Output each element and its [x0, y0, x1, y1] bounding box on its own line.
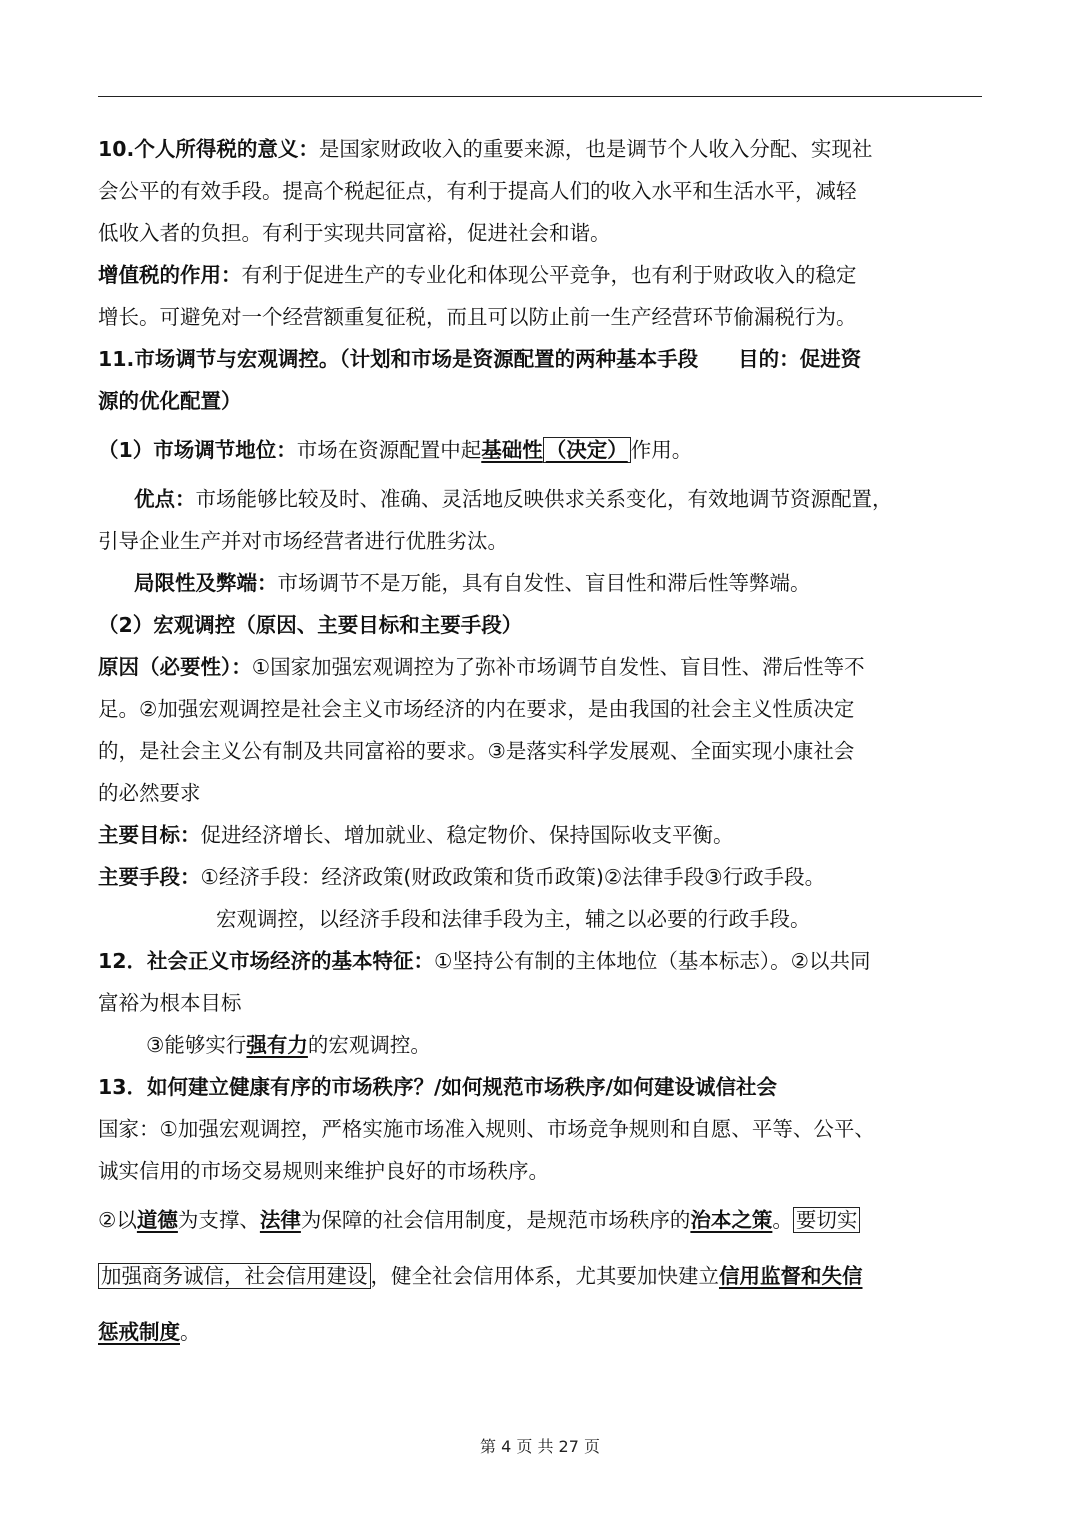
- boxed-text-1: 要切实: [793, 1207, 861, 1233]
- credit-a: ②以: [98, 1208, 137, 1232]
- s12-line-3: [98, 1024, 982, 1066]
- s11-heading-a: 11.市场调节与宏观调控。（计划和市场是资源配置的两种基本手段: [98, 347, 699, 371]
- means-text: ①经济手段：经济政策(财政政策和货币政策)②法律手段③行政手段。: [200, 865, 826, 889]
- document-body: [98, 128, 982, 1360]
- s11-heading-b: 目的：促进资: [738, 347, 862, 371]
- s11-heading-line-2: 源的优化配置）: [98, 389, 242, 413]
- credit-e: ，健全社会信用体系，尤其要加快建立: [370, 1264, 719, 1288]
- macro-control-heading: （2）宏观调控（原因、主要目标和主要手段）: [98, 613, 523, 637]
- credit-c: 为保障的社会信用制度，是规范市场秩序的: [300, 1208, 691, 1232]
- s10-line-1: [98, 128, 982, 170]
- market-position-text-b: 作用。: [630, 438, 693, 462]
- root-policy-term: 治本之策: [690, 1208, 773, 1232]
- limitation-line: [98, 562, 982, 604]
- s12-line-3-b: 的宏观调控。: [307, 1033, 431, 1057]
- punishment-system-term: 惩戒制度: [98, 1320, 180, 1344]
- advantage-heading: 优点：: [134, 487, 196, 511]
- goal-text: 促进经济增长、增加就业、稳定物价、保持国际收支平衡。: [200, 823, 734, 847]
- reason-line-1: [98, 646, 982, 688]
- market-position-heading: （1）市场调节地位：: [98, 438, 297, 462]
- credit-line-1: [98, 1192, 982, 1248]
- reason-heading: 原因（必要性）：: [98, 655, 252, 679]
- market-position-text-a: 市场在资源配置中起: [296, 438, 482, 462]
- limitation-text: 市场调节不是万能，具有自发性、盲目性和滞后性等弊端。: [277, 571, 811, 595]
- advantage-line-2: 引导企业生产并对市场经营者进行优胜劣汰。: [98, 529, 508, 553]
- s10-line-3: 低收入者的负担。有利于实现共同富裕，促进社会和谐。: [98, 221, 611, 245]
- reason-line-3: 的，是社会主义公有制及共同富裕的要求。③是落实科学发展观、全面实现小康社会: [98, 739, 855, 763]
- boxed-text-2: 加强商务诚信，社会信用建设: [98, 1263, 371, 1289]
- moral-term: 道德: [136, 1208, 178, 1232]
- credit-line-2: [98, 1248, 982, 1304]
- page-number-footer: 第 4 页 共 27 页: [480, 1437, 600, 1456]
- law-term: 法律: [259, 1208, 301, 1232]
- s10-heading: 10.个人所得税的意义：: [98, 137, 319, 161]
- credit-b: 为支撑、: [177, 1208, 260, 1232]
- decisive-term-box: （决定）: [543, 437, 631, 463]
- state-line-2: 诚实信用的市场交易规则来维护良好的市场秩序。: [98, 1159, 549, 1183]
- market-position-line: [98, 422, 982, 478]
- goal-heading: 主要目标：: [98, 823, 201, 847]
- vat-text: 有利于促进生产的专业化和体现公平竞争，也有利于财政收入的稳定: [241, 263, 857, 287]
- state-line-1: 国家：①加强宏观调控，严格实施市场准入规则、市场竞争规则和自愿、平等、公平、: [98, 1117, 875, 1141]
- s10-text: 是国家财政收入的重要来源，也是调节个人收入分配、实现社: [318, 137, 873, 161]
- advantage-line-1: [98, 478, 982, 520]
- header-rule: [98, 96, 982, 97]
- means-heading: 主要手段：: [98, 865, 201, 889]
- reason-text: ①国家加强宏观调控为了弥补市场调节自发性、盲目性、滞后性等不: [251, 655, 865, 679]
- reason-line-4: 的必然要求: [98, 781, 201, 805]
- vat-heading: 增值税的作用：: [98, 263, 242, 287]
- s12-line-1: [98, 940, 982, 982]
- s12-text: ①坚持公有制的主体地位（基本标志）。②以共同: [434, 949, 871, 973]
- advantage-text: 市场能够比较及时、准确、灵活地反映供求关系变化，有效地调节资源配置，: [195, 487, 893, 511]
- s12-line-3-a: ③能够实行: [146, 1033, 247, 1057]
- means-line-1: [98, 856, 982, 898]
- vat-line-2: 增长。可避免对一个经营额重复征税，而且可以防止前一生产经营环节偷漏税行为。: [98, 305, 857, 329]
- basic-term: 基础性: [481, 438, 543, 462]
- reason-line-2: 足。②加强宏观调控是社会主义市场经济的内在要求，是由我国的社会主义性质决定: [98, 697, 855, 721]
- s11-heading-line-1: [98, 338, 982, 380]
- means-line-2: 宏观调控，以经济手段和法律手段为主，辅之以必要的行政手段。: [216, 907, 811, 931]
- s10-line-2: 会公平的有效手段。提高个税起征点，有利于提高人们的收入水平和生活水平，减轻: [98, 179, 857, 203]
- goal-line: [98, 814, 982, 856]
- credit-d: 。: [772, 1208, 793, 1232]
- credit-supervision-term: 信用监督和失信: [719, 1264, 863, 1288]
- credit-end: 。: [180, 1320, 201, 1344]
- strong-term: 强有力: [246, 1033, 308, 1057]
- s12-line-2: 富裕为根本目标: [98, 991, 242, 1015]
- s12-heading: 12．社会正义市场经济的基本特征：: [98, 949, 435, 973]
- s13-heading: 13．如何建立健康有序的市场秩序？/如何规范市场秩序/如何建设诚信社会: [98, 1075, 778, 1099]
- vat-line-1: [98, 254, 982, 296]
- credit-line-3: [98, 1304, 982, 1360]
- limitation-heading: 局限性及弊端：: [134, 571, 278, 595]
